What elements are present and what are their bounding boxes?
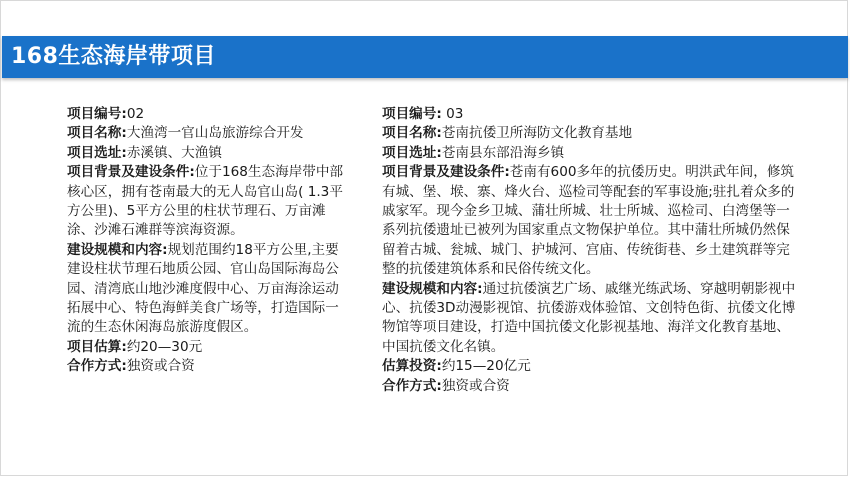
- field-value: 苍南抗倭卫所海防文化教育基地: [441, 125, 633, 142]
- field-label: 估算投资:: [382, 358, 442, 375]
- project-scope-field: [67, 241, 347, 338]
- project-name-field: [382, 124, 802, 143]
- field-value: 约20—30元: [126, 338, 203, 355]
- project-location-field: [67, 144, 347, 163]
- project-cooperation-field: [382, 377, 802, 396]
- project-location-field: [382, 144, 802, 163]
- project-estimate-field: [67, 338, 347, 357]
- field-label: 建设规模和内容:: [382, 280, 483, 297]
- field-label: 合作方式:: [67, 358, 127, 375]
- field-label: 项目背景及建设条件:: [67, 164, 195, 181]
- field-label: 合作方式:: [382, 377, 442, 394]
- project-cooperation-field: [67, 357, 347, 376]
- field-label: 项目名称:: [382, 125, 442, 142]
- title-bar: [2, 36, 848, 78]
- field-value: 独资或合资: [126, 358, 195, 375]
- field-value: 约15—20亿元: [441, 358, 531, 375]
- project-number-field: [67, 105, 347, 124]
- project-number-field: [382, 105, 802, 124]
- project-estimate-field: [382, 357, 802, 376]
- project-name-field: [67, 124, 347, 143]
- field-value: 苍南有600多年的抗倭历史。明洪武年间，修筑有城、堡、堠、寨、烽火台、巡检司等配套的军事设施;驻扎着众多的戚家军。现今金乡卫城、蒲壮所城、壮士所城、巡检司、白湾堡等一系列抗倭遗址已被列为国家重点文物保护单位。其中蒲壮所城仍然保留着古城、瓮城、城门、护城河、宫庙、传统街巷、乡土建筑群等完整的抗倭建筑体系和民俗传统文化。: [382, 164, 795, 278]
- field-value: 苍南县东部沿海乡镇: [441, 144, 565, 161]
- field-value: 大渔湾一官山岛旅游综合开发: [126, 125, 304, 142]
- field-label: 项目编号:: [382, 106, 442, 122]
- field-value: 赤溪镇、大渔镇: [126, 144, 222, 161]
- field-label: 项目名称:: [67, 125, 127, 142]
- field-value: 规划范围约18平方公里,主要建设柱状节理石地质公园、官山岛国际海岛公园、清湾底山地沙滩度假中心、万亩海涂运动拓展中心、特色海鲜美食广场等，打造国际一流的生态休闲海岛旅游度假区。: [67, 241, 339, 336]
- field-value: 独资或合资: [441, 377, 510, 394]
- field-label: 项目编号:: [67, 106, 127, 122]
- page-title: 168生态海岸带项目: [11, 44, 216, 69]
- project-scope-field: [382, 280, 802, 358]
- project-02-column: [67, 105, 347, 377]
- field-value: 02: [126, 106, 145, 122]
- field-label: 项目选址:: [382, 144, 442, 161]
- field-value: 03: [441, 106, 464, 122]
- project-background-field: [382, 163, 802, 279]
- field-label: 项目估算:: [67, 338, 127, 355]
- project-03-column: [382, 105, 802, 396]
- field-value: 通过抗倭演艺广场、戚继光练武场、穿越明朝影视中心、抗倭3D动漫影视馆、抗倭游戏体验馆、文创特色街、抗倭文化博物馆等项目建设，打造中国抗倭文化影视基地、海洋文化教育基地、中国抗倭文化名镇。: [382, 280, 796, 355]
- field-value: 位于168生态海岸带中部核心区，拥有苍南最大的无人岛官山岛( 1.3平方公里)、5平方公里的柱状节理石、万亩滩涂、沙滩石滩群等滨海资源。: [67, 164, 344, 239]
- field-label: 项目背景及建设条件:: [382, 164, 510, 181]
- field-label: 项目选址:: [67, 144, 127, 161]
- field-label: 建设规模和内容:: [67, 241, 168, 258]
- project-background-field: [67, 163, 347, 241]
